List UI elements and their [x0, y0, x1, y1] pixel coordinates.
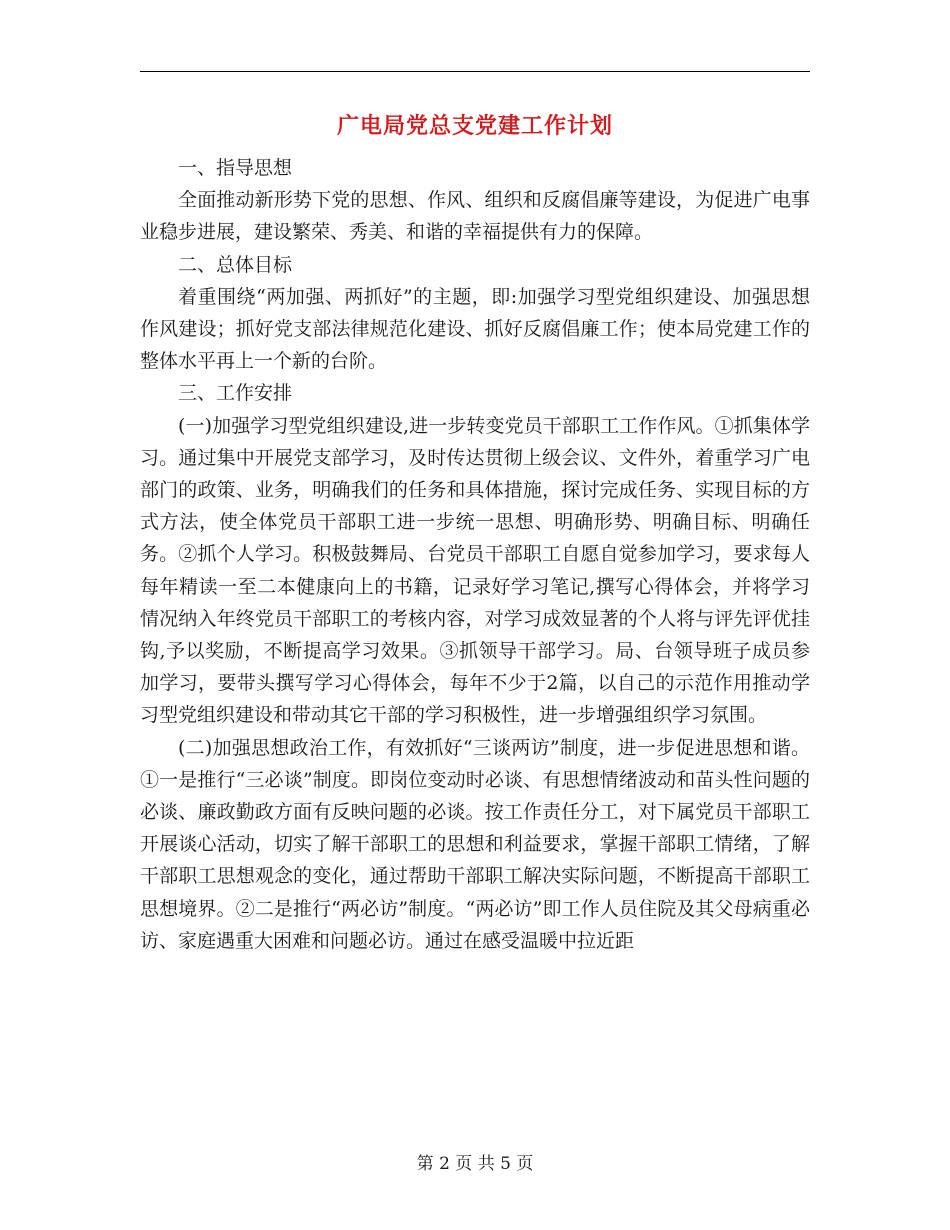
- section-heading-guiding-thought: 一、指导思想: [178, 157, 293, 179]
- paragraph-overall-goal: 着重围绕“两加强、两抓好”的主题，即:加强学习型党组织建设、加强思想作风建设；抓好党支部法律规范化建设、抓好反腐倡廉工作；使本局党建工作的整体水平再上一个新的台阶。: [140, 285, 810, 373]
- page-number-footer: 第 2 页 共 5 页: [416, 1154, 534, 1174]
- document-body: [140, 152, 810, 957]
- paragraph-guiding-thought: 全面推动新形势下党的思想、作风、组织和反腐倡廉等建设，为促进广电事业稳步进展，建设繁荣、秀美、和谐的幸福提供有力的保障。: [140, 189, 810, 244]
- paragraph-learning-organization: (一)加强学习型党组织建设,进一步转变党员干部职工工作作风。①抓集体学习。通过集中开展党支部学习，及时传达贯彻上级会议、文件外，着重学习广电部门的政策、业务，明确我们的任务和具体措施，探讨完成任务、实现目标的方式方法，使全体党员干部职工进一步统一思想、明确形势、明确目标、明确任务。②抓个人学习。积极鼓舞局、台党员干部职工自愿自觉参加学习，要求每人每年精读一至二本健康向上的书籍，记录好学习笔记,撰写心得体会，并将学习情况纳入年终党员干部职工的考核内容，对学习成效显著的个人将与评先评优挂钩,予以奖励，不断提高学习效果。③抓领导干部学习。局、台领导班子成员参加学习，要带头撰写学习心得体会，每年不少于2篇，以自己的示范作用推动学习型党组织建设和带动其它干部的学习积极性，进一步增强组织学习氛围。: [140, 414, 810, 727]
- section-heading-work-arrangement: 三、工作安排: [178, 382, 293, 405]
- document-title: 广电局党总支党建工作计划: [336, 113, 613, 139]
- section-heading-overall-goal: 二、总体目标: [178, 253, 293, 276]
- paragraph-ideological-work: (二)加强思想政治工作，有效抓好“三谈两访”制度，进一步促进思想和谐。①一是推行“三必谈”制度。即岗位变动时必谈、有思想情绪波动和苗头性问题的必谈、廉政勤政方面有反映问题的必谈。按工作责任分工，对下属党员干部职工开展谈心活动，切实了解干部职工的思想和利益要求，掌握干部职工情绪，了解干部职工思想观念的变化，通过帮助干部职工解决实际问题，不断提高干部职工思想境界。②二是推行“两必访”制度。“两必访”即工作人员住院及其父母病重必访、家庭遇重大困难和问题必访。通过在感受温暖中拉近距: [140, 736, 810, 952]
- header-rule: [140, 71, 810, 72]
